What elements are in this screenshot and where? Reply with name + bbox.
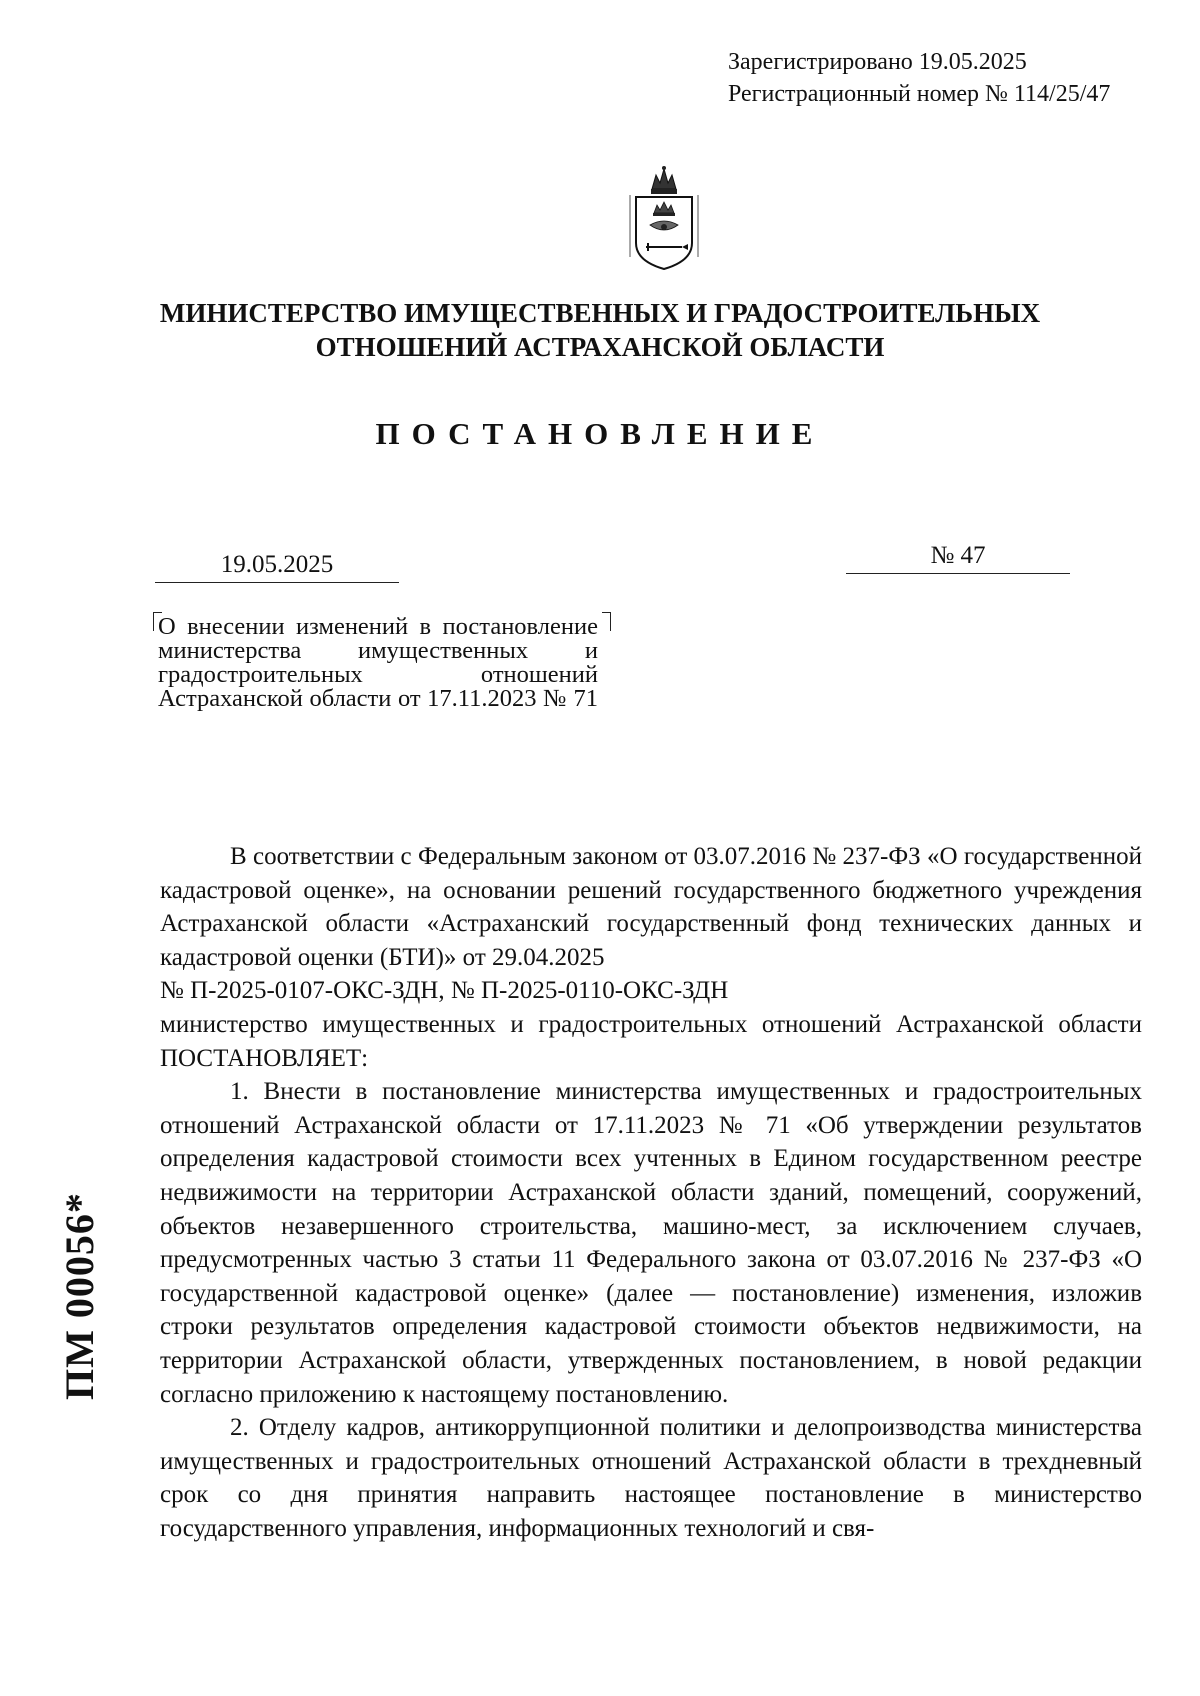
subject-bracket-right: [602, 612, 611, 631]
item-2-paragraph: 2. Отделу кадров, антикоррупционной политики и делопроизводства министерства имущественных и градостроительных отношений Астраханской области в трехдневный срок со дня принятия направить настоящее постановление в министерство государственного управления, информационных технологий и свя-: [160, 1414, 1142, 1542]
document-type-title: ПОСТАНОВЛЕНИЕ: [375, 416, 825, 451]
preamble-decision-numbers: № П-2025-0107-ОКС-ЗДН, № П-2025-0110-ОКС-ЗДН: [160, 977, 729, 1005]
coat-of-arms-icon: [624, 165, 704, 275]
document-code-stamp: ПМ 00056*: [57, 1192, 102, 1400]
document-date: 19.05.2025: [155, 548, 399, 583]
registration-date: Зарегистрировано 19.05.2025: [728, 49, 1027, 75]
ministry-name-line2: ОТНОШЕНИЙ АСТРАХАНСКОЙ ОБЛАСТИ: [315, 332, 885, 362]
ministry-name-line1: МИНИСТЕРСТВО ИМУЩЕСТВЕННЫХ И ГРАДОСТРОИТЕЛЬНЫХ: [159, 298, 1041, 328]
ministry-name: [0, 296, 1200, 364]
preamble-paragraph: В соответствии с Федеральным законом от 03.07.2016 № 237-ФЗ «О государственной кадастровой оценке», на основании решений государственного бюджетного учреждения Астраханской области «Астраханский государственный фонд технических данных и кадастровой оценки (БТИ)» от 29.04.2025: [160, 843, 1142, 971]
document-subject: О внесении изменений в постановление министерства имущественных и градостроительных отношений Астраханской области от 17.11.2023 № 71: [158, 613, 598, 712]
registration-number: Регистрационный номер № 114/25/47: [728, 81, 1111, 107]
item-1-paragraph: 1. Внести в постановление министерства имущественных и градостроительных отношений Астраханской области от 17.11.2023 № 71 «Об утверждении результатов определения кадастровой стоимости всех учтенных в Едином государственном реестре недвижимости на территории Астраханской области зданий, помещений, сооружений, объектов незавершенного строительства, машино-мест, за исключением случаев, предусмотренных частью 3 статьи 11 Федерального закона от 03.07.2016 № 237-ФЗ «О государственной кадастровой оценке» (далее — постановление) изменения, изложив строки результатов определения кадастровой стоимости объектов недвижимости, на территории Астраханской области, утвержденных постановлением, в новой редакции согласно приложению к настоящему постановлению.: [160, 1078, 1142, 1408]
preamble-resolution: министерство имущественных и градостроительных отношений Астраханской области ПОСТАНОВЛЯЕТ:: [160, 1010, 1142, 1072]
registration-stamp: [728, 46, 1110, 110]
document-number: № 47: [846, 539, 1070, 574]
document-body: [160, 840, 1142, 1545]
